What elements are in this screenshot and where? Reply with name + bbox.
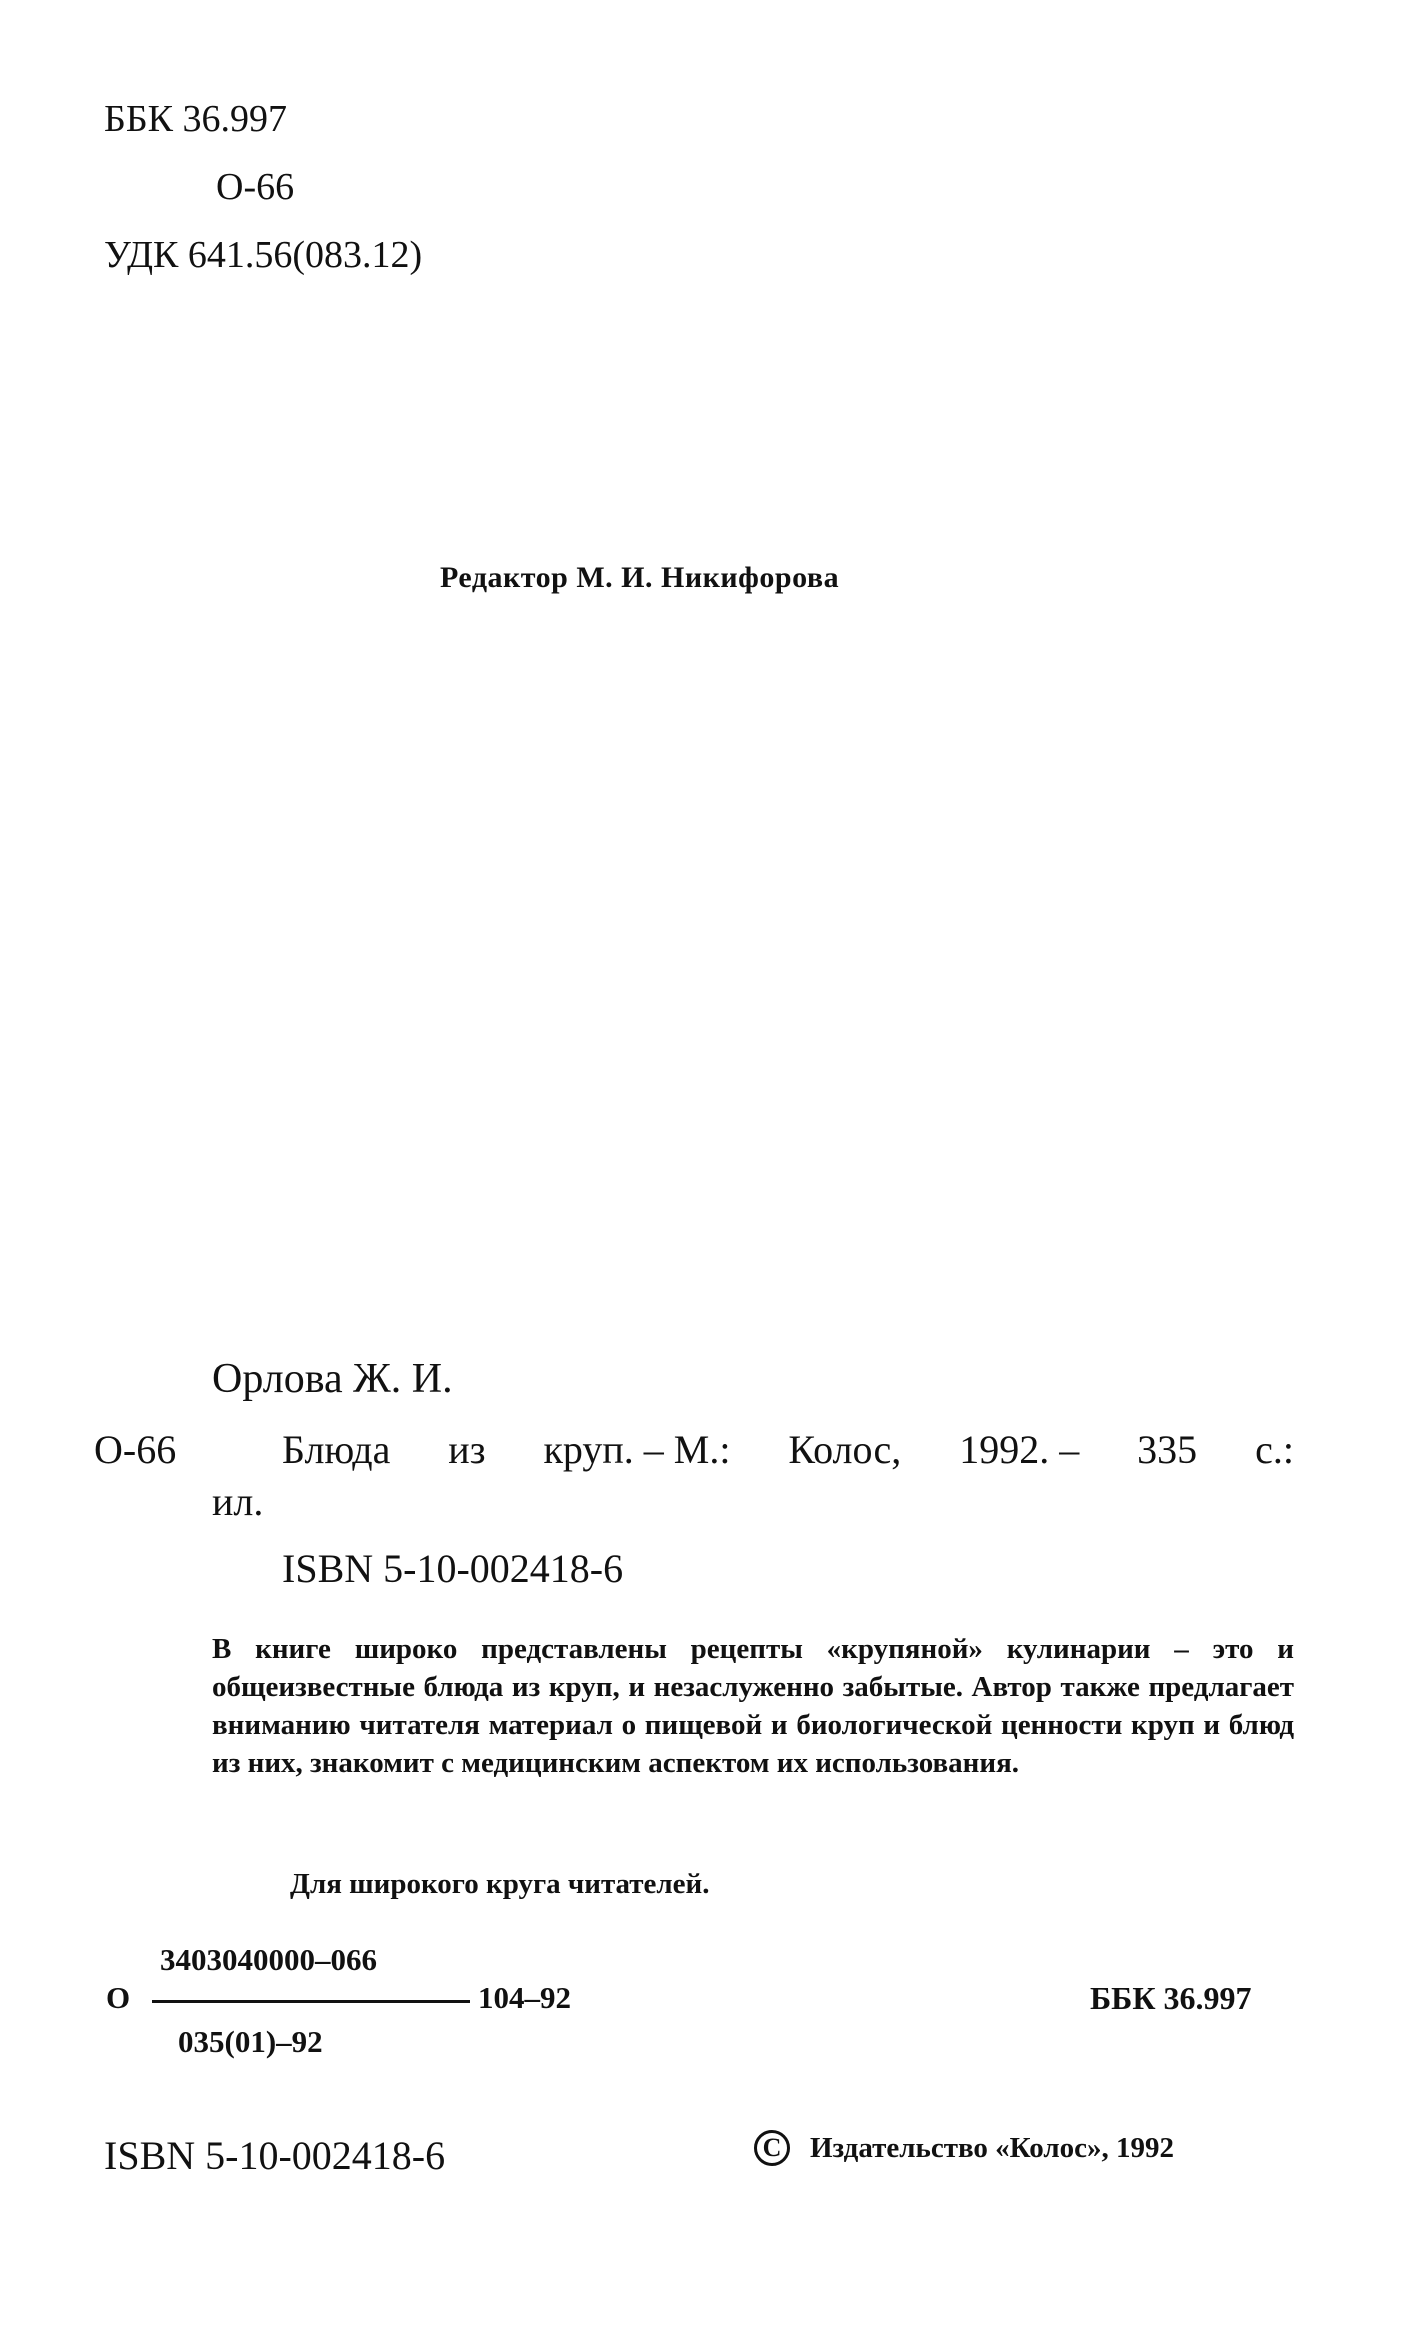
footer-isbn: ISBN 5-10-002418-6: [104, 2133, 446, 2178]
card-illustrations: ил.: [212, 1479, 264, 1524]
bbk-bottom: ББК 36.997: [1090, 1980, 1252, 2016]
footer-copyright: [754, 2130, 1174, 2166]
author-mark-code: О-66: [216, 166, 295, 208]
title-word: Блюда: [282, 1427, 391, 1472]
title-word: Колос,: [788, 1427, 902, 1472]
index-numerator: 3403040000–066: [160, 1942, 377, 1977]
title-word: из: [448, 1427, 486, 1472]
index-fraction-line: [152, 2000, 470, 2003]
card-annotation: В книге широко представлены рецепты «крупяной» кулинарии – это и общеизвестные блюда из круп, и незаслуженно забытые. Автор также предлагает вниманию читателя материал о пищевой и биологической ценности круп и блюд из них, знакомит с медицинским аспектом их использования.: [212, 1633, 1294, 1779]
index-denominator: 035(01)–92: [178, 2024, 323, 2059]
title-word: 1992. –: [959, 1427, 1080, 1472]
copyright-icon: C: [754, 2130, 790, 2166]
card-audience: Для широкого круга читателей.: [290, 1868, 710, 1900]
udk-classification: УДК 641.56(083.12): [104, 234, 423, 276]
card-title-line: [282, 1426, 1294, 1473]
title-word: 335: [1137, 1427, 1198, 1472]
index-letter: О: [106, 1980, 131, 2015]
editor-line: Редактор М. И. Никифорова: [440, 561, 840, 594]
card-author: Орлова Ж. И.: [212, 1356, 453, 1402]
index-right-code: 104–92: [478, 1980, 571, 2015]
card-code: О-66: [94, 1427, 177, 1472]
card-isbn: ISBN 5-10-002418-6: [282, 1546, 624, 1591]
title-word: круп. – М.:: [543, 1427, 731, 1472]
title-word: с.:: [1255, 1427, 1294, 1472]
bbk-classification: ББК 36.997: [104, 98, 287, 140]
copyright-text: Издательство «Колос», 1992: [810, 2131, 1175, 2164]
